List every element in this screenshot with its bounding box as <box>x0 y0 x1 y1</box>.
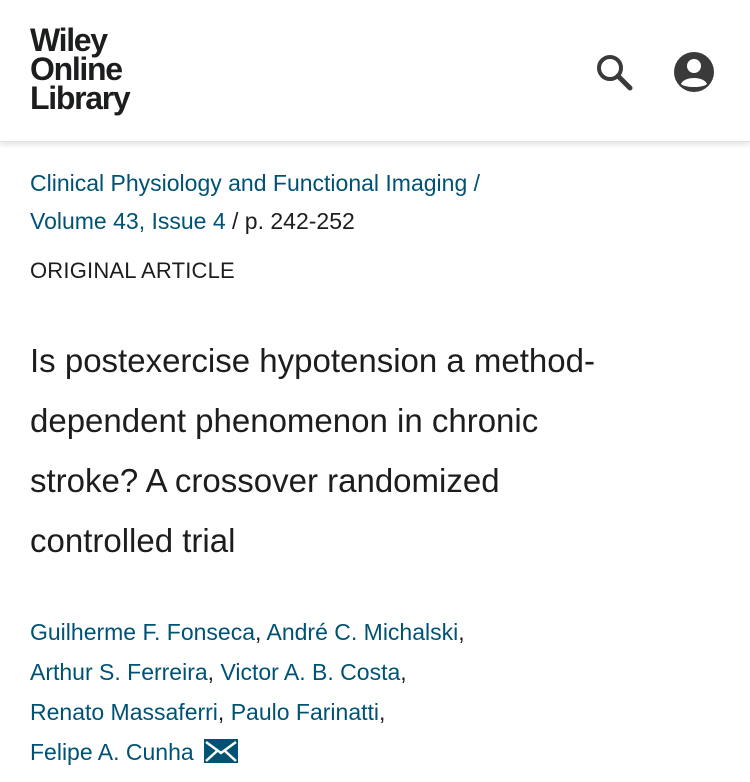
breadcrumb-separator: / <box>232 208 239 234</box>
page-range: p. 242-252 <box>244 208 355 234</box>
article-title <box>30 331 720 571</box>
site-header <box>0 0 750 142</box>
mail-icon[interactable] <box>204 739 238 763</box>
title-line: Is postexercise hypotension a method- <box>30 342 595 379</box>
author-list <box>30 612 720 772</box>
author-link[interactable]: Paulo Farinatti <box>230 699 380 725</box>
search-icon <box>594 52 634 92</box>
author-separator: , <box>254 619 262 645</box>
title-line: dependent phenomenon in chronic <box>30 402 539 439</box>
author-separator: , <box>217 699 225 725</box>
breadcrumb <box>30 164 720 240</box>
author-link[interactable]: Renato Massaferri <box>30 699 218 725</box>
author-link[interactable]: Guilherme F. Fonseca <box>30 619 255 645</box>
breadcrumb-separator: / <box>473 170 481 196</box>
title-line: controlled trial <box>30 522 236 559</box>
author-link[interactable]: Felipe A. Cunha <box>30 739 194 765</box>
account-icon <box>673 51 715 93</box>
search-button[interactable] <box>592 50 636 94</box>
author-link[interactable]: Victor A. B. Costa <box>220 659 401 685</box>
wiley-online-library-logo[interactable] <box>30 22 130 116</box>
author-link[interactable]: André C. Michalski <box>266 619 459 645</box>
logo-line: Library <box>30 80 130 116</box>
account-button[interactable] <box>672 50 716 94</box>
title-line: stroke? A crossover randomized <box>30 462 500 499</box>
author-link[interactable]: Arthur S. Ferreira <box>30 659 208 685</box>
author-separator: , <box>379 699 386 725</box>
author-separator: , <box>400 659 407 685</box>
article-type-label: ORIGINAL ARTICLE <box>30 258 235 283</box>
logo-line: Online <box>30 51 122 87</box>
logo-line: Wiley <box>30 22 107 58</box>
issue-link[interactable]: Volume 43, Issue 4 <box>30 208 226 234</box>
journal-link[interactable]: Clinical Physiology and Functional Imaging <box>30 170 468 196</box>
author-separator: , <box>458 619 465 645</box>
author-separator: , <box>207 659 215 685</box>
